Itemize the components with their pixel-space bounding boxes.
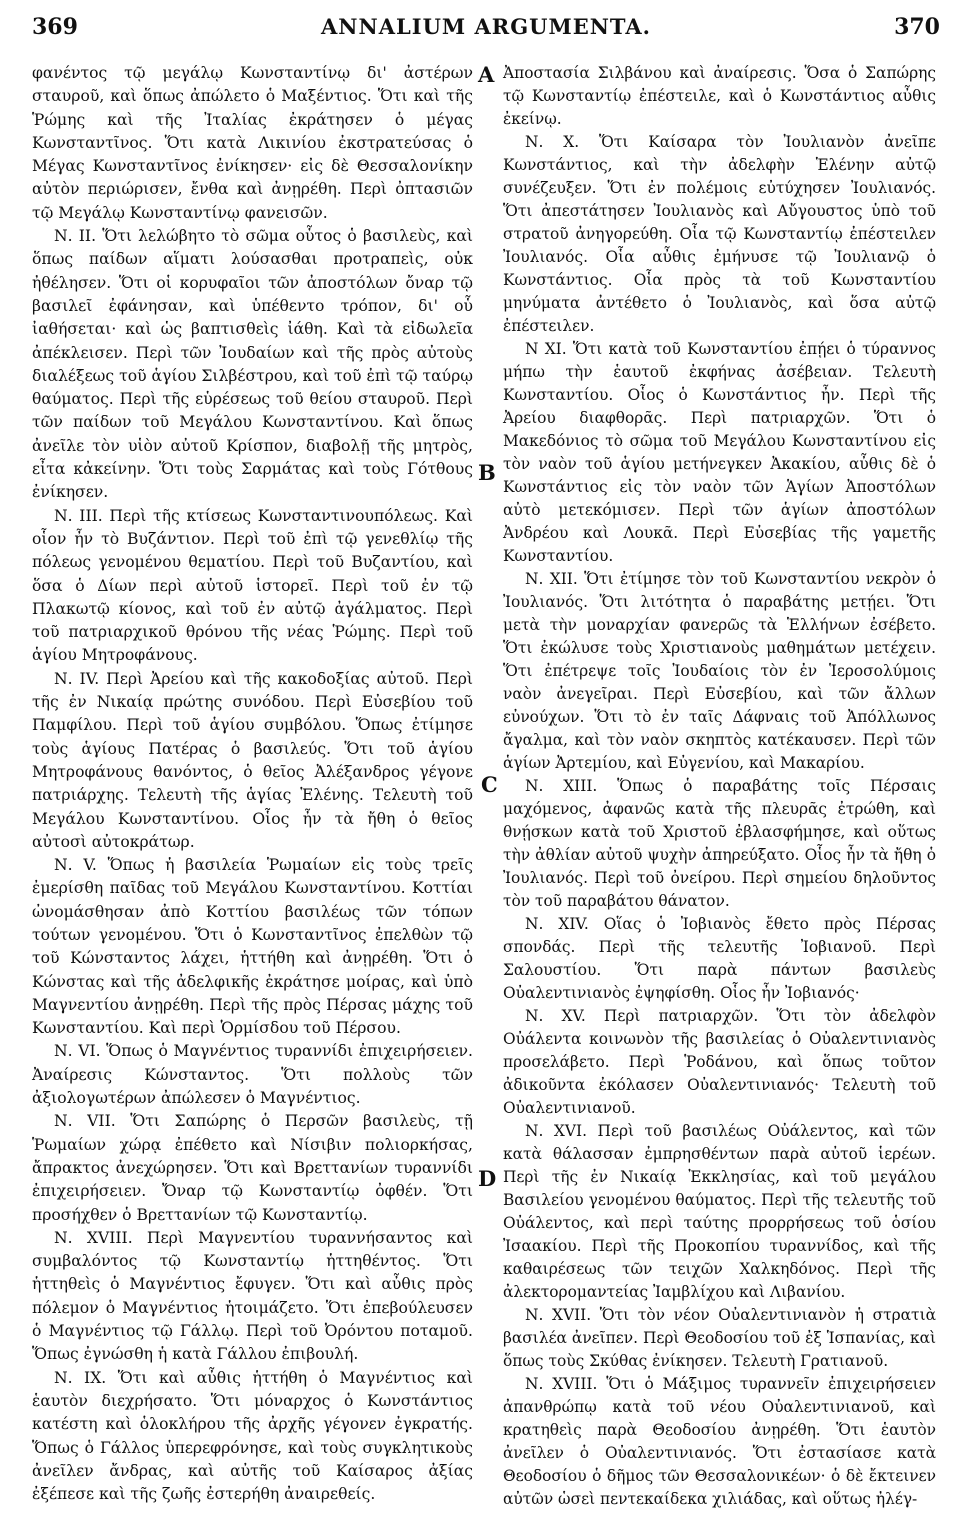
- running-title: ANNALIUM ARGUMENTA.: [321, 14, 651, 39]
- page-number-right: 370: [894, 14, 940, 40]
- paragraph: Ν. ΧVIII. Ὅτι ὁ Μάξιμος τυραννεῖν ἐπιχειρήσειεν ἀπανθρώπῳ κατὰ τοῦ νέου Οὐαλεντινιανοῦ, καὶ κρατηθεὶς παρὰ Θεοδοσίου ἀνῃρέθη. Ὅτι ἑαυτὸν ἀνεῖλεν ὁ Οὐαλεντινιανός. Ὅτι ἐστασίασε κατὰ Θεοδοσίου ὁ δῆμος τῶν Θεσσαλονικέων· ὁ δὲ ἔκτεινεν αὐτῶν ὡσεὶ πεντεκαίδεκα χιλιάδας, καὶ οὕτως ἠλέγ-: [503, 1375, 936, 1508]
- page-number-left: 369: [32, 14, 78, 40]
- paragraph: Ν. ΧΙΙ. Ὅτι ἐτίμησε τὸν τοῦ Κωνσταντίου νεκρὸν ὁ Ἰουλιανός. Ὅτι λιτότητα ὁ παραβάτης μετῄει. Ὅτι μετὰ τὴν μοναρχίαν φανερῶς τὰ Ἑλλήνων ἐσέβετο. Ὅτι ἐκώλυσε τοὺς Χριστιανοὺς μαθημάτων μετέχειν. Ὅτι ἐπέτρεψε τοῖς Ἰουδαίοις τὸν ἐν Ἱεροσολύμοις ναὸν ἀνεγεῖραι. Περὶ Εὐσεβίου, καὶ τῶν ἄλλων εὐνούχων. Ὅτι τὸ ἐν ταῖς Δάφναις τοῦ Ἀπόλλωνος ἄγαλμα, καὶ τὸν ναὸν σκηπτὸς κατέκαυσεν. Περὶ τῶν ἁγίων Ἀρτεμίου, καὶ Εὐγενίου, καὶ Μακαρίου.: [503, 570, 936, 772]
- paragraph: Ν. ΧΙV. Οἵας ὁ Ἰοβιανὸς ἔθετο πρὸς Πέρσας σπονδάς. Περὶ τῆς τελευτῆς Ἰοβιανοῦ. Περὶ Σαλουστίου. Ὅτι παρὰ πάντων βασιλεὺς Οὐαλεντινιανὸς ἐψηφίσθη. Οἷος ἦν Ἰοβιανός·: [503, 915, 936, 1002]
- page-header: [32, 14, 940, 54]
- right-column: [503, 62, 936, 1511]
- paragraph: Ν. ΧΙΙΙ. Ὅπως ὁ παραβάτης τοῖς Πέρσαις μαχόμενος, ἀφανῶς κατὰ τῆς πλευρᾶς ἐτρώθη, καὶ θνῄσκων κατὰ τοῦ Χριστοῦ ἐβλασφήμησε, καὶ οὕτως τὴν ἀθλίαν αὐτοῦ ψυχὴν ἀπηρεύξατο. Οἷος ἦν τὰ ἤθη ὁ Ἰουλιανός. Περὶ τοῦ ὀνείρου. Περὶ σημείου δηλοῦντος τὸν τοῦ παραβάτου θάνατον.: [503, 777, 936, 910]
- paragraph: Ν. ΙΙΙ. Περὶ τῆς κτίσεως Κωνσταντινουπόλεως. Καὶ οἷον ἦν τὸ Βυζάντιον. Περὶ τοῦ ἐπὶ τῷ γενεθλίῳ τῆς πόλεως γενομένου θεματίου. Περὶ τοῦ Βυζαντίου, καὶ ὅσα ὁ Δίων περὶ αὐτοῦ ἱστορεῖ. Περὶ τοῦ ἐν τῷ Πλακωτῷ κίονος, καὶ τοῦ ἐν αὐτῷ ἀγάλματος. Περὶ τοῦ πατριαρχικοῦ θρόνου τῆς νέας Ῥώμης. Περὶ τοῦ ἁγίου Μητροφάνους.: [32, 506, 473, 665]
- paragraph: φανέντος τῷ μεγάλῳ Κωνσταντίνῳ δι' ἀστέρων σταυροῦ, καὶ ὅπως ἀπώλετο ὁ Μαξέντιος. Ὅτι καὶ τῆς Ῥώμης καὶ τῆς Ἰταλίας ἐκράτησεν ὁ μέγας Κωνσταντῖνος. Ὅτι κατὰ Λικινίου ἐκστρατεύσας ὁ Μέγας Κωνσταντῖνος ἐνίκησεν· εἰς δὲ Θεσσαλονίκην αὐτὸν περιώρισεν, ἔνθα καὶ ἀνῃρέθη. Περὶ ὀπτασιῶν τῷ Μεγάλῳ Κωνσταντίνῳ φανεισῶν.: [32, 64, 473, 222]
- margin-letter-b: B: [478, 460, 496, 485]
- paragraph: Ν. ΙΙ. Ὅτι λελώβητο τὸ σῶμα οὗτος ὁ βασιλεὺς, καὶ ὅπως παίδων αἵματι λούσασθαι προτραπεὶς, οὐκ ἠθέλησεν. Ὅτι οἱ κορυφαῖοι τῶν ἀποστόλων ὄναρ τῷ βασιλεῖ ἐφάνησαν, καὶ ὑπέθεντο τρόπον, δι' οὗ ἰαθήσεται· καὶ ὡς βαπτισθεὶς ἰάθη. Καὶ τὰ εἰδωλεῖα ἀπέκλεισεν. Περὶ τῶν Ἰουδαίων καὶ τῆς πρὸς αὐτοὺς διαλέξεως τοῦ ἁγίου Σιλβέστρου, καὶ τοῦ ἐπὶ τῷ ταύρῳ θαύματος. Περὶ τῆς εὑρέσεως τοῦ θείου σταυροῦ. Περὶ τῶν παίδων τοῦ Μεγάλου Κωνσταντίνου. Καὶ ὅπως ἀνεῖλε τὸν υἱὸν αὐτοῦ Κρίσπον, διαβολῇ τῆς μητρὸς, εἶτα κἀκείνην. Ὅτι τοὺς Σαρμάτας καὶ τοὺς Γότθους ἐνίκησεν.: [32, 227, 473, 502]
- paragraph: Ν. VI. Ὅπως ὁ Μαγνέντιος τυραννίδι ἐπιχειρήσειεν. Ἀναίρεσις Κώνσταντος. Ὅτι πολλοὺς τῶν ἀξιολογωτέρων ἀπώλεσεν ὁ Μαγνέντιος.: [32, 1042, 473, 1108]
- paragraph: Ν. ΙV. Περὶ Ἀρείου καὶ τῆς κακοδοξίας αὐτοῦ. Περὶ τῆς ἐν Νικαίᾳ πρώτης συνόδου. Περὶ Εὐσεβίου τοῦ Παμφίλου. Περὶ τοῦ ἁγίου συμβόλου. Ὅπως ἐτίμησε τοὺς ἁγίους Πατέρας ὁ βασιλεύς. Ὅτι τοῦ ἁγίου Μητροφάνους θανόντος, ὁ θεῖος Ἀλέξανδρος γέγονε πατριάρχης. Τελευτὴ τῆς ἁγίας Ἑλένης. Τελευτὴ τοῦ Μεγάλου Κωνσταντίνου. Οἷος ἦν τὰ ἤθη ὁ θεῖος αὐτοσὶ αὐτοκράτωρ.: [32, 669, 473, 851]
- margin-letter-a: A: [478, 62, 495, 87]
- paragraph: Ν. ΧVI. Περὶ τοῦ βασιλέως Οὐάλεντος, καὶ τῶν κατὰ θάλασσαν ἐμπρησθέντων παρὰ αὐτοῦ ἱερέων. Περὶ τῆς ἐν Νικαίᾳ Ἐκκλησίας, καὶ τοῦ μεγάλου Βασιλείου γενομένου θαύματος. Περὶ τῆς τελευτῆς τοῦ Οὐάλεντος, καὶ περὶ ταύτης προρρήσεως τοῦ ὁσίου Ἰσαακίου. Περὶ τῆς Προκοπίου τυραννίδος, καὶ τῆς καθαιρέσεως τῶν τειχῶν Χαλκηδόνος. Περὶ τῆς ἀλεκτορομαντείας Ἰαμβλίχου καὶ Λιβανίου.: [503, 1122, 936, 1301]
- paragraph: Ἀποστασία Σιλβάνου καὶ ἀναίρεσις. Ὅσα ὁ Σαπώρης τῷ Κωνσταντίῳ ἐπέστειλε, καὶ ὁ Κωνστάντιος αὖθις ἐκείνῳ.: [503, 64, 936, 128]
- paragraph: Ν. Χ. Ὅτι Καίσαρα τὸν Ἰουλιανὸν ἀνεῖπε Κωνστάντιος, καὶ τὴν ἀδελφὴν Ἑλένην αὐτῷ συνέζευξεν. Ὅτι ἐν πολέμοις εὐτύχησεν Ἰουλιανός. Ὅτι ἀπεστάτησεν Ἰουλιανὸς καὶ Αὔγουστος ὑπὸ τοῦ στρατοῦ ἀνηγορεύθη. Οἷα τῷ Κωνσταντίῳ ἐπέστειλεν Ἰουλιανός. Οἷα αὖθις ἐμήνυσε τῷ Ἰουλιανῷ ὁ Κωνστάντιος. Οἷα πρὸς τὰ τοῦ Κωνσταντίου μηνύματα ἀντέθετο ὁ Ἰουλιανὸς, καὶ ὅσα αὐτῷ ἐπέστειλεν.: [503, 133, 936, 335]
- paragraph: Ν. IX. Ὅτι καὶ αὖθις ἡττήθη ὁ Μαγνέντιος καὶ ἑαυτὸν διεχρήσατο. Ὅτι μόναρχος ὁ Κωνστάντιος κατέστη καὶ ὁλοκλήρου τῆς ἀρχῆς γέγονεν ἐγκρατής. Ὅπως ὁ Γάλλος ὑπερεφρόνησε, καὶ τοὺς συγκλητικοὺς ἀνεῖλεν ἄνδρας, καὶ αὐτῆς τοῦ Καίσαρος ἀξίας ἐξέπεσε καὶ τῆς ζωῆς ἐστερήθη ἀναιρεθείς.: [32, 1368, 473, 1504]
- paragraph: Ν ΧΙ. Ὅτι κατὰ τοῦ Κωνσταντίου ἐπῄει ὁ τύραννος μήπω τὴν ἑαυτοῦ ἐκφήνας ἀσέβειαν. Τελευτὴ Κωνσταντίου. Οἷος ὁ Κωνστάντιος ἦν. Περὶ τῆς Ἀρείου διαφθορᾶς. Περὶ πατριαρχῶν. Ὅτι ὁ Μακεδόνιος τὸ σῶμα τοῦ Μεγάλου Κωνσταντίνου εἰς τὸν ναὸν τοῦ ἁγίου μετήνεγκεν Ἀκακίου, αὖθις δὲ ὁ Κωνστάντιος εἰς τὸν ναὸν τῶν Ἁγίων Ἀποστόλων αὐτὸ μετεκόμισεν. Περὶ τῶν ἁγίων ἀποστόλων Ἀνδρέου καὶ Λουκᾶ. Περὶ Εὐσεβίας τῆς γαμετῆς Κωνσταντίου.: [503, 340, 936, 565]
- margin-letter-c: C: [481, 772, 498, 797]
- margin-letter-d: D: [478, 1166, 497, 1191]
- paragraph: Ν. VII. Ὅτι Σαπώρης ὁ Περσῶν βασιλεὺς, τῇ Ῥωμαίων χώρᾳ ἐπέθετο καὶ Νίσιβιν πολιορκήσας, ἄπρακτος ἀνεχώρησεν. Ὅτι καὶ Βρεττανίων τυραννίδι ἐπιχειρήσειεν. Ὄναρ τῷ Κωνσταντίῳ ὀφθέν. Ὅτι προσήχθεν ὁ Βρεττανίων τῷ Κωνσταντίῳ.: [32, 1112, 473, 1224]
- paragraph: Ν. V. Ὅπως ἡ βασιλεία Ῥωμαίων εἰς τοὺς τρεῖς ἐμερίσθη παῖδας τοῦ Μεγάλου Κωνσταντίνου. Κοττίαι ὠνομάσθησαν ἀπὸ Κοττίου βασιλέως τῶν τόπων τούτων γενομένου. Ὅτι ὁ Κωνσταντῖνος ἐπελθὼν τῷ τοῦ Κώνσταντος λάχει, ἡττήθη καὶ ἀνῃρέθη. Ὅτι ὁ Κώνστας καὶ τῆς ἀδελφικῆς ἐκράτησε μοίρας, καὶ ὑπὸ Μαγνεντίου ἀνῃρέθη. Περὶ τῆς πρὸς Πέρσας μάχης τοῦ Κωνσταντίου. Καὶ περὶ Ὁρμίσδου τοῦ Πέρσου.: [32, 856, 473, 1038]
- paragraph: Ν. ΧVII. Ὅτι τὸν νέον Οὐαλεντινιανὸν ἡ στρατιὰ βασιλέα ἀνεῖπεν. Περὶ Θεοδοσίου τοῦ ἐξ Ἱσπανίας, καὶ ὅπως τοὺς Σκύθας ἐνίκησεν. Τελευτὴ Γρατιανοῦ.: [503, 1306, 936, 1370]
- left-column: [32, 62, 473, 1506]
- paragraph: Ν. XVIII. Περὶ Μαγνεντίου τυραννήσαντος καὶ συμβαλόντος τῷ Κωνσταντίῳ ἡττηθέντος. Ὅτι ἡττηθεὶς ὁ Μαγνέντιος ἔφυγεν. Ὅτι καὶ αὖθις πρὸς πόλεμον ὁ Μαγνέντιος ἡτοιμάζετο. Ὅτι ἐπεβούλευσεν ὁ Μαγνέντιος τῷ Γάλλῳ. Περὶ τοῦ Ὀρόντου ποταμοῦ. Ὅπως ἐγνώσθη ἡ κατὰ Γάλλου ἐπιβουλή.: [32, 1228, 473, 1364]
- paragraph: Ν. ΧV. Περὶ πατριαρχῶν. Ὅτι τὸν ἀδελφὸν Οὐάλεντα κοινωνὸν τῆς βασιλείας ὁ Οὐαλεντινιανὸς προσελάβετο. Περὶ Ῥοδάνου, καὶ ὅπως τοῦτον ἀδικοῦντα ἐκόλασεν Οὐαλεντινιανός· Τελευτὴ τοῦ Οὐαλεντινιανοῦ.: [503, 1007, 936, 1117]
